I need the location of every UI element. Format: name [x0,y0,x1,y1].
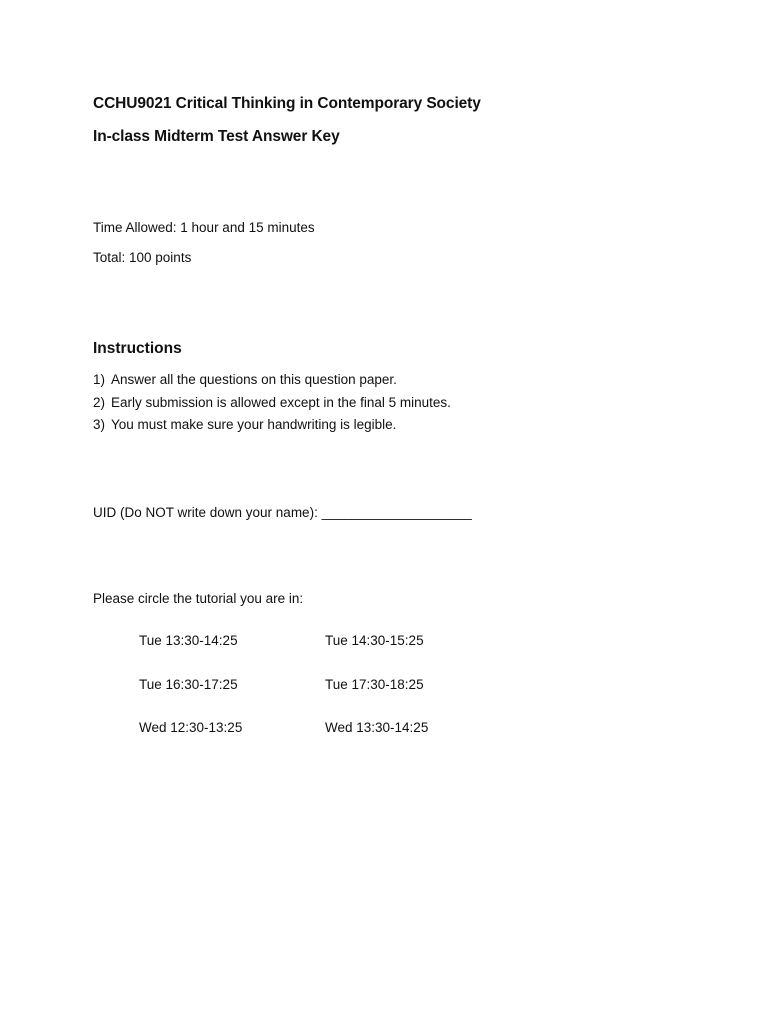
tutorial-row [139,633,469,677]
tutorial-row [139,720,469,764]
instruction-number: 1) [93,372,106,387]
instruction-item [93,395,451,418]
tutorial-option[interactable]: Tue 14:30-15:25 [325,633,424,648]
course-title: CCHU9021 Critical Thinking in Contemporary Society [93,95,481,112]
tutorial-option[interactable]: Tue 16:30-17:25 [139,676,238,692]
tutorial-option[interactable]: Wed 13:30-14:25 [325,720,429,735]
tutorial-option[interactable]: Wed 12:30-13:25 [139,720,243,735]
instruction-item [93,372,451,395]
time-allowed: Time Allowed: 1 hour and 15 minutes [93,220,315,235]
tutorial-option[interactable]: Tue 17:30-18:25 [325,676,424,692]
instruction-item [93,417,451,440]
instructions-heading: Instructions [93,340,182,357]
instruction-text: Answer all the questions on this question paper. [111,372,397,387]
tutorial-row [139,677,469,721]
total-points: Total: 100 points [93,250,192,265]
instruction-text: You must make sure your handwriting is legible. [111,417,397,432]
test-title: In-class Midterm Test Answer Key [93,128,340,145]
tutorial-prompt: Please circle the tutorial you are in: [93,591,304,606]
tutorial-options [139,633,469,764]
instruction-number: 2) [93,394,106,410]
tutorial-option[interactable]: Tue 13:30-14:25 [139,633,238,648]
instructions-list [93,372,451,440]
instruction-number: 3) [93,417,106,432]
instruction-text: Early submission is allowed except in the final 5 minutes. [111,394,451,410]
uid-field: UID (Do NOT write down your name): ____________________ [93,505,472,520]
